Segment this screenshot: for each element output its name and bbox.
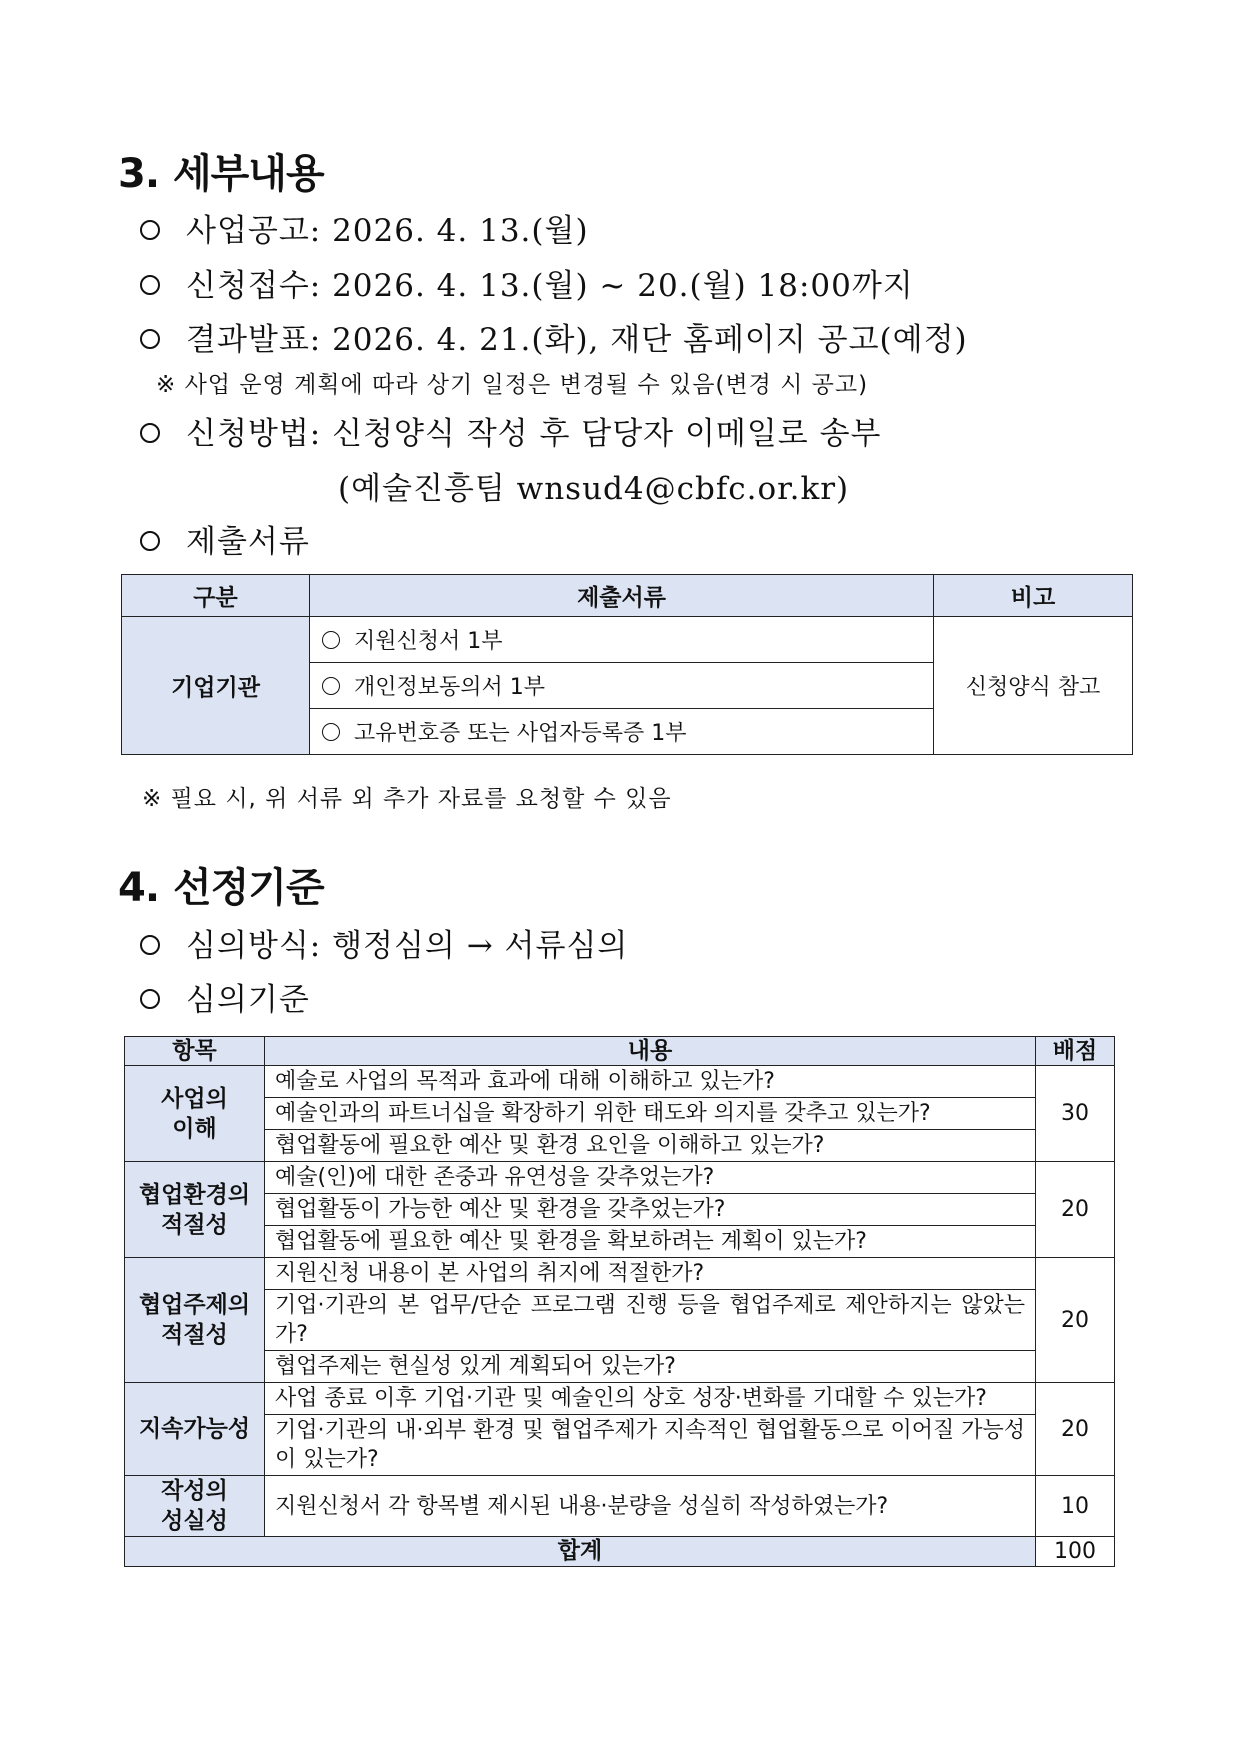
criteria-item: 지원신청서 각 항목별 제시된 내용·분량을 성실히 작성하였는가? [265,1476,1036,1537]
bullet-line: 신청방법: 신청양식 작성 후 담당자 이메일로 송부 [140,408,882,453]
column-header: 내용 [265,1037,1036,1066]
criteria-score: 20 [1036,1162,1115,1258]
bullet-line: 사업공고: 2026. 4. 13.(월) [140,205,589,250]
column-header: 구분 [122,575,310,617]
criteria-category: 협업환경의 적절성 [125,1162,265,1258]
criteria-item: 예술로 사업의 목적과 효과에 대해 이해하고 있는가? [265,1066,1036,1098]
section-number: 3. [118,151,160,197]
criteria-item: 예술인과의 파트너십을 확장하기 위한 태도와 의지를 갖추고 있는가? [265,1098,1036,1130]
section-title: 세부내용 [173,151,324,197]
circle-bullet-icon [322,677,340,695]
circle-bullet-icon [140,220,160,240]
circle-bullet-icon [140,531,160,551]
criteria-item: 협업활동이 가능한 예산 및 환경을 갖추었는가? [265,1194,1036,1226]
total-label: 합계 [125,1537,1036,1567]
circle-bullet-icon [322,631,340,649]
criteria-item: 협업활동에 필요한 예산 및 환경을 확보하려는 계획이 있는가? [265,1226,1036,1258]
document-item: 고유번호증 또는 사업자등록증 1부 [310,709,934,755]
document-item: 개인정보동의서 1부 [310,663,934,709]
documents-note: ※ 필요 시, 위 서류 외 추가 자료를 요청할 수 있음 [142,786,672,812]
contact-email: (예술진흥팀 wnsud4@cbfc.or.kr) [338,471,850,507]
bullet-line: 심의방식: 행정심의 → 서류심의 [140,920,628,965]
column-header: 배점 [1036,1037,1115,1066]
memo-cell: 신청양식 참고 [934,617,1133,755]
criteria-item: 기업·기관의 내·외부 환경 및 협업주제가 지속적인 협업활동으로 이어질 가능성이 있는가? [265,1415,1036,1476]
criteria-item: 협업주제는 현실성 있게 계획되어 있는가? [265,1351,1036,1383]
criteria-score: 20 [1036,1383,1115,1476]
circle-bullet-icon [140,935,160,955]
criteria-category: 사업의 이해 [125,1066,265,1162]
section-4-heading [118,856,324,913]
table-row [125,1130,1115,1162]
table-row [125,1098,1115,1130]
table-row [125,1415,1115,1476]
document-item: 지원신청서 1부 [310,617,934,663]
circle-bullet-icon [140,989,160,1009]
table-header-row [122,575,1133,617]
criteria-item: 지원신청 내용이 본 사업의 취지에 적절한가? [265,1258,1036,1290]
schedule-note: ※ 사업 운영 계획에 따라 상기 일정은 변경될 수 있음(변경 시 공고) [156,372,869,398]
table-row [125,1290,1115,1351]
bullet-line: 심의기준 [140,974,310,1019]
column-header: 비고 [934,575,1133,617]
category-cell: 기업기관 [122,617,310,755]
criteria-item: 예술(인)에 대한 존중과 유연성을 갖추었는가? [265,1162,1036,1194]
circle-bullet-icon [140,423,160,443]
table-row [125,1066,1115,1098]
table-row [125,1194,1115,1226]
table-row [125,1383,1115,1415]
column-header: 제출서류 [310,575,934,617]
total-score: 100 [1036,1537,1115,1567]
table-row [125,1476,1115,1537]
criteria-score: 20 [1036,1258,1115,1383]
total-row [125,1537,1115,1567]
table-header-row [125,1037,1115,1066]
section-3-heading [118,142,324,199]
criteria-item: 협업활동에 필요한 예산 및 환경 요인을 이해하고 있는가? [265,1130,1036,1162]
criteria-score: 10 [1036,1476,1115,1537]
table-row [122,617,1133,663]
criteria-item: 사업 종료 이후 기업·기관 및 예술인의 상호 성장·변화를 기대할 수 있는가? [265,1383,1036,1415]
criteria-table [124,1036,1115,1567]
table-row [125,1258,1115,1290]
bullet-line: 신청접수: 2026. 4. 13.(월) ~ 20.(월) 18:00까지 [140,260,914,305]
bullet-line: 결과발표: 2026. 4. 21.(화), 재단 홈페이지 공고(예정) [140,314,968,359]
section-number: 4. [118,865,160,911]
section-title: 선정기준 [173,865,324,911]
table-row [125,1351,1115,1383]
criteria-score: 30 [1036,1066,1115,1162]
circle-bullet-icon [322,723,340,741]
circle-bullet-icon [140,329,160,349]
criteria-item: 기업·기관의 본 업무/단순 프로그램 진행 등을 협업주제로 제안하지는 않았는가? [265,1290,1036,1351]
criteria-category: 작성의 성실성 [125,1476,265,1537]
column-header: 항목 [125,1037,265,1066]
table-row [125,1226,1115,1258]
circle-bullet-icon [140,275,160,295]
documents-table [121,574,1133,755]
bullet-line: 제출서류 [140,516,310,561]
table-row [125,1162,1115,1194]
criteria-category: 지속가능성 [125,1383,265,1476]
criteria-category: 협업주제의 적절성 [125,1258,265,1383]
